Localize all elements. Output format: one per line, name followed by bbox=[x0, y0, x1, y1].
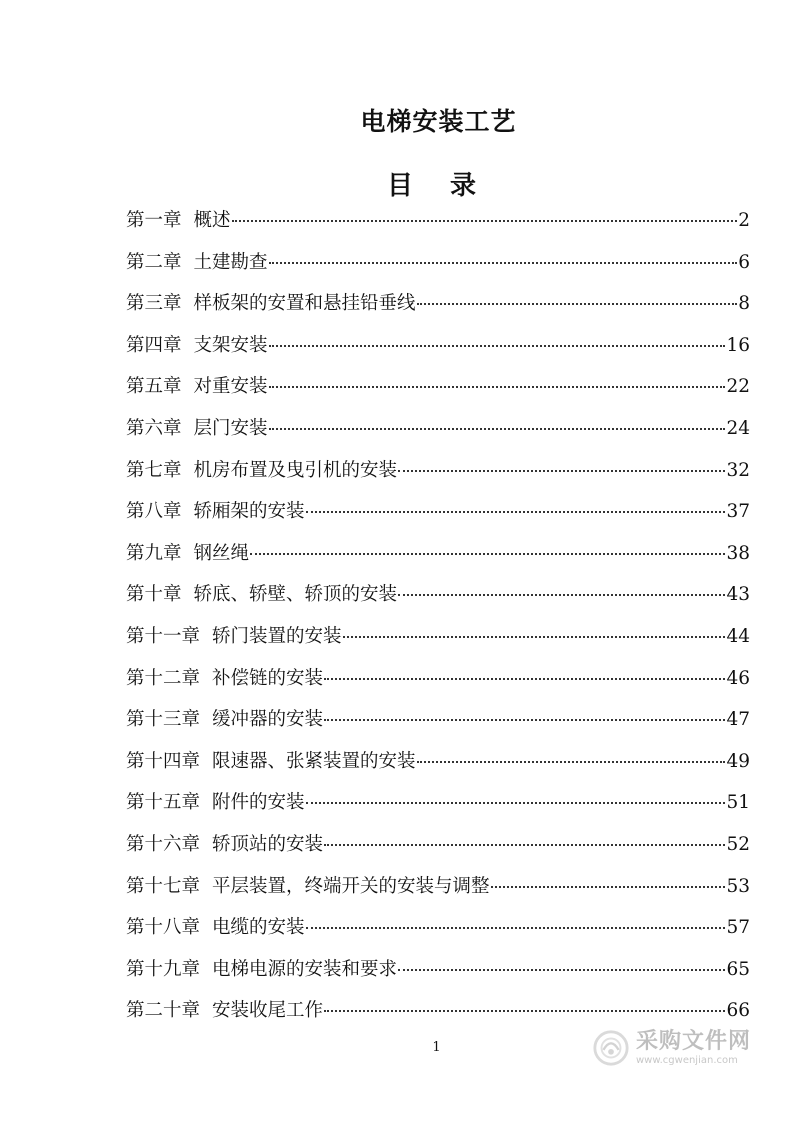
toc-chapter-title: 电梯电源的安装和要求 bbox=[212, 958, 398, 980]
toc-page-number: 53 bbox=[726, 875, 750, 897]
toc-chapter-title: 轿厢架的安装 bbox=[193, 501, 305, 523]
toc-dot-leader bbox=[324, 677, 725, 680]
toc-dot-leader bbox=[306, 510, 726, 513]
toc-entry[interactable] bbox=[126, 412, 750, 454]
watermark-url: www.cgwenjian.com bbox=[636, 1054, 738, 1066]
toc-dot-leader bbox=[398, 469, 725, 472]
toc-page-number: 57 bbox=[726, 917, 750, 939]
toc-entry[interactable] bbox=[126, 870, 750, 912]
toc-chapter-title: 层门安装 bbox=[193, 417, 268, 439]
toc-chapter-title: 电缆的安装 bbox=[212, 917, 305, 939]
toc-entry[interactable] bbox=[126, 620, 750, 662]
watermark bbox=[592, 1024, 751, 1072]
toc-page-number: 46 bbox=[726, 667, 750, 689]
toc-chapter-title: 机房布置及曳引机的安装 bbox=[193, 459, 398, 481]
toc-chapter-title: 平层装置，终端开关的安装与调整 bbox=[212, 875, 490, 897]
toc-chapter-number: 第九章 bbox=[126, 542, 182, 564]
toc-page-number: 2 bbox=[738, 210, 750, 231]
toc-entry[interactable] bbox=[126, 204, 750, 246]
toc-chapter-number: 第七章 bbox=[126, 459, 182, 481]
toc-chapter-title: 对重安装 bbox=[193, 376, 268, 398]
toc-dot-leader bbox=[306, 801, 726, 804]
toc-chapter-number: 第十六章 bbox=[126, 833, 201, 855]
toc-dot-leader bbox=[491, 885, 726, 888]
toc-entry[interactable] bbox=[126, 911, 750, 953]
toc-chapter-number: 第八章 bbox=[126, 501, 182, 523]
toc-chapter-number: 第十一章 bbox=[126, 625, 201, 647]
toc-dot-leader bbox=[324, 718, 725, 721]
toc-chapter-number: 第十七章 bbox=[126, 875, 201, 897]
toc-chapter-number: 第二章 bbox=[126, 251, 182, 273]
toc-chapter-number: 第十章 bbox=[126, 584, 182, 606]
toc-entry[interactable] bbox=[126, 287, 750, 329]
document-title: 电梯安装工艺 bbox=[360, 107, 517, 136]
toc-chapter-title: 安装收尾工作 bbox=[212, 1000, 324, 1022]
toc-dot-leader bbox=[269, 344, 726, 347]
toc-entry[interactable] bbox=[126, 329, 750, 371]
toc-dot-leader bbox=[269, 261, 738, 264]
toc-dot-leader bbox=[417, 760, 726, 763]
toc-page-number: 47 bbox=[726, 709, 750, 731]
toc-page-number: 16 bbox=[726, 334, 750, 356]
watermark-logo-icon bbox=[592, 1029, 630, 1067]
toc-chapter-title: 钢丝绳 bbox=[193, 542, 250, 564]
toc-entry[interactable] bbox=[126, 745, 750, 787]
toc-dot-leader bbox=[398, 968, 725, 971]
toc-page-number: 51 bbox=[726, 792, 750, 814]
toc-dot-leader bbox=[250, 552, 725, 555]
toc-page-number: 22 bbox=[726, 376, 750, 398]
toc-dot-leader bbox=[269, 427, 726, 430]
toc-dot-leader bbox=[343, 635, 726, 638]
toc-entry[interactable] bbox=[126, 953, 750, 995]
toc-chapter-title: 支架安装 bbox=[193, 334, 268, 356]
toc-dot-leader bbox=[398, 593, 725, 596]
toc-entry[interactable] bbox=[126, 828, 750, 870]
toc-dot-leader bbox=[269, 385, 726, 388]
toc-entry[interactable] bbox=[126, 578, 750, 620]
toc-chapter-title: 轿底、轿壁、轿顶的安装 bbox=[193, 584, 398, 606]
toc-page-number: 32 bbox=[726, 459, 750, 481]
toc-dot-leader bbox=[306, 926, 726, 929]
toc-page-number: 65 bbox=[726, 958, 750, 980]
toc-heading: 目 录 bbox=[386, 171, 491, 201]
toc-chapter-number: 第三章 bbox=[126, 293, 182, 315]
toc-entry[interactable] bbox=[126, 786, 750, 828]
toc-entry[interactable] bbox=[126, 537, 750, 579]
toc-chapter-number: 第十二章 bbox=[126, 667, 201, 689]
toc-page-number: 38 bbox=[726, 542, 750, 564]
toc-page-number: 43 bbox=[726, 584, 750, 606]
toc-dot-leader bbox=[324, 843, 725, 846]
toc-chapter-number: 第十九章 bbox=[126, 958, 201, 980]
toc-entry[interactable] bbox=[126, 370, 750, 412]
toc-page-number: 49 bbox=[726, 750, 750, 772]
toc-page-number: 6 bbox=[738, 251, 750, 273]
toc-entry[interactable] bbox=[126, 454, 750, 496]
toc-chapter-number: 第十五章 bbox=[126, 792, 201, 814]
toc-page-number: 66 bbox=[726, 1000, 750, 1022]
toc-dot-leader bbox=[417, 302, 738, 305]
toc-chapter-title: 缓冲器的安装 bbox=[212, 709, 324, 731]
toc-chapter-number: 第四章 bbox=[126, 334, 182, 356]
toc-entry[interactable] bbox=[126, 495, 750, 537]
toc-page-number: 44 bbox=[726, 625, 750, 647]
toc-entry[interactable] bbox=[126, 662, 750, 704]
toc-chapter-number: 第十三章 bbox=[126, 709, 201, 731]
toc-chapter-number: 第五章 bbox=[126, 376, 182, 398]
toc-chapter-number: 第一章 bbox=[126, 210, 182, 231]
watermark-text bbox=[636, 1028, 752, 1066]
toc-chapter-title: 概述 bbox=[193, 210, 231, 231]
toc-page-number: 24 bbox=[726, 417, 750, 439]
watermark-name: 采购文件网 bbox=[636, 1028, 752, 1054]
toc-entry[interactable] bbox=[126, 246, 750, 288]
toc-chapter-number: 第十四章 bbox=[126, 750, 201, 772]
toc-chapter-title: 轿顶站的安装 bbox=[212, 833, 324, 855]
toc-dot-leader bbox=[324, 1009, 725, 1012]
toc-chapter-title: 附件的安装 bbox=[212, 792, 305, 814]
toc-entry[interactable] bbox=[126, 703, 750, 745]
page-number: 1 bbox=[432, 1040, 441, 1055]
toc-dot-leader bbox=[232, 219, 738, 222]
toc-page-number: 52 bbox=[726, 833, 750, 855]
toc-chapter-number: 第二十章 bbox=[126, 1000, 201, 1022]
toc-page-number: 37 bbox=[726, 501, 750, 523]
toc-chapter-title: 补偿链的安装 bbox=[212, 667, 324, 689]
toc-chapter-number: 第六章 bbox=[126, 417, 182, 439]
toc-chapter-title: 样板架的安置和悬挂铅垂线 bbox=[193, 293, 416, 315]
toc-chapter-title: 土建勘查 bbox=[193, 251, 268, 273]
table-of-contents bbox=[126, 204, 750, 1036]
toc-chapter-title: 轿门装置的安装 bbox=[212, 625, 342, 647]
toc-page-number: 8 bbox=[738, 293, 750, 315]
toc-chapter-title: 限速器、张紧装置的安装 bbox=[212, 750, 416, 772]
toc-chapter-number: 第十八章 bbox=[126, 917, 201, 939]
